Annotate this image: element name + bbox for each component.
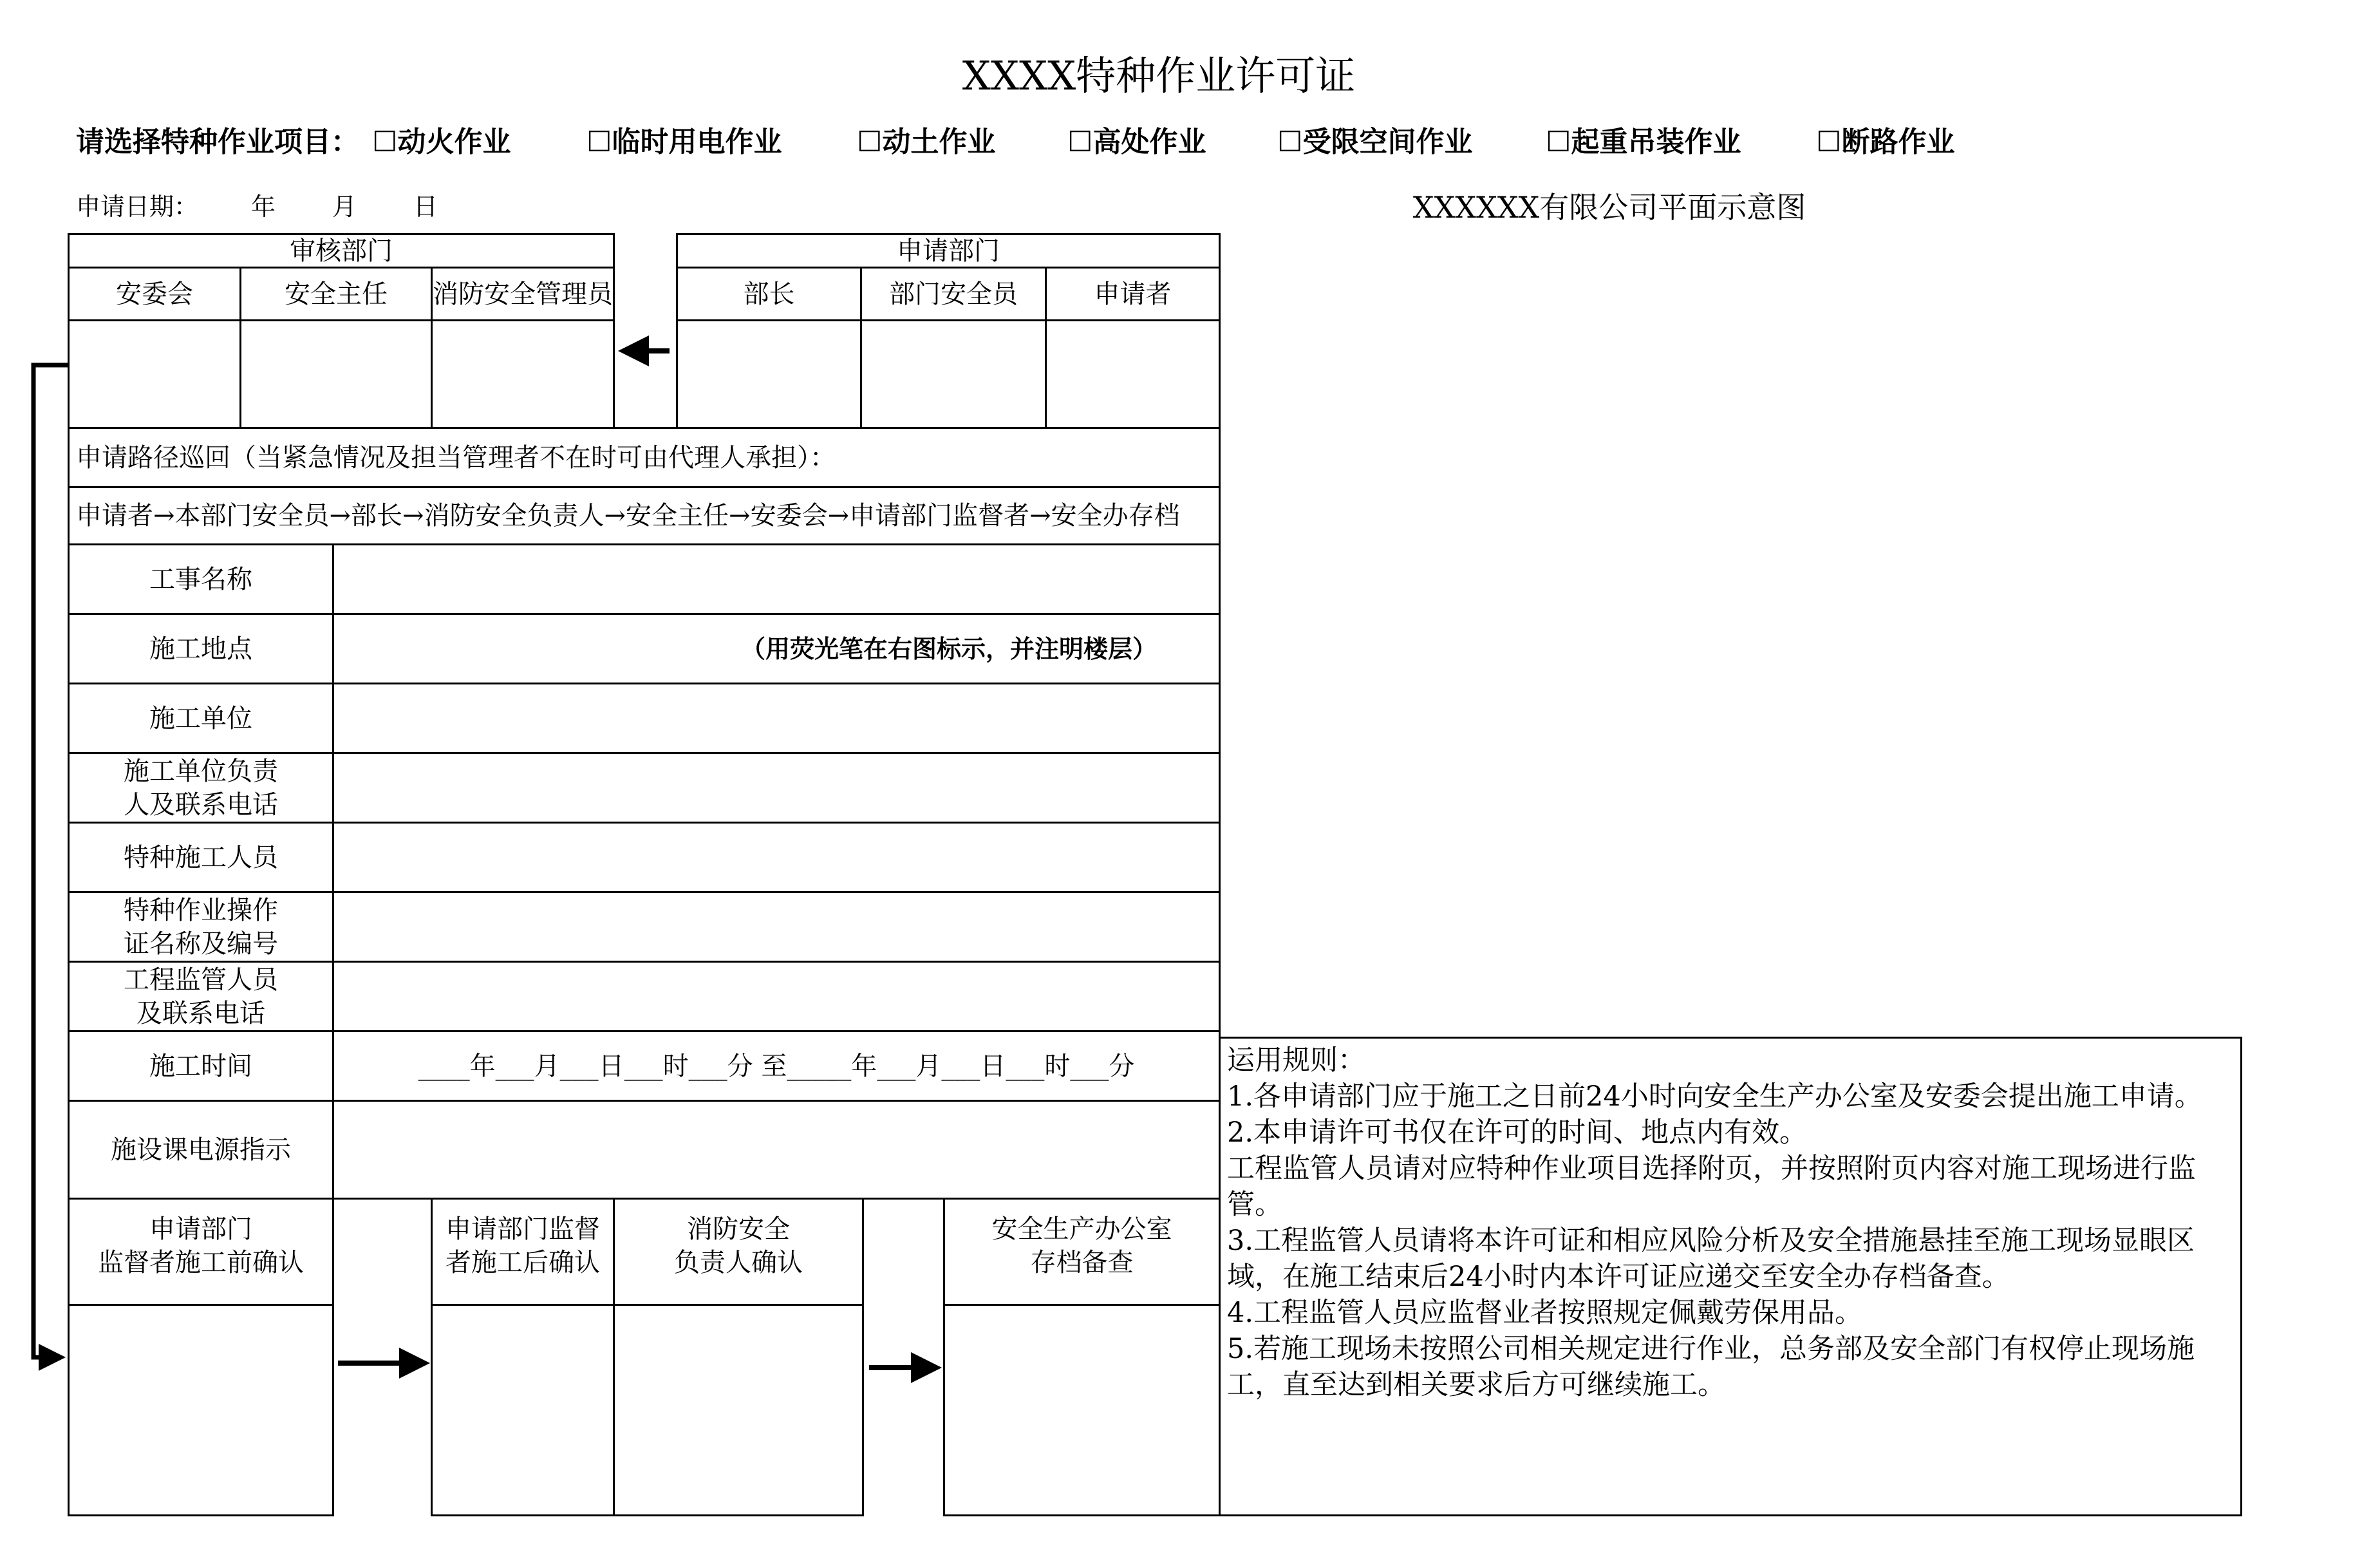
route-label: 申请路径巡回（当紧急情况及担当管理者不在时可由代理人承担）： xyxy=(68,427,1221,488)
field-location[interactable]: （用荧光笔在右图标示，并注明楼层） xyxy=(332,613,1221,684)
apply-dept-title: 申请部门 xyxy=(676,233,1221,269)
rule-item: 1.各申请部门应于施工之日前24小时向安全生产办公室及安委会提出施工申请。 xyxy=(1227,1080,2202,1113)
apply-col-head: 部长 xyxy=(676,267,862,321)
option-hot-work[interactable]: ☐动火作业 xyxy=(372,126,511,158)
field-label-certificate: 特种作业操作 证名称及编号 xyxy=(68,891,334,963)
rules-title: 运用规则： xyxy=(1227,1044,1365,1077)
date-month[interactable]: 月 xyxy=(332,193,357,221)
confirm-after-label: 申请部门监督 者施工后确认 xyxy=(431,1198,615,1306)
option-confined-space[interactable]: ☐受限空间作业 xyxy=(1277,126,1473,158)
rule-item: 4.工程监管人员应监督业者按照规定佩戴劳保用品。 xyxy=(1227,1297,1863,1329)
review-col-safety-director: 安全主任 xyxy=(239,267,433,321)
field-label-special-workers: 特种施工人员 xyxy=(68,822,334,893)
arrow-review-to-before xyxy=(33,365,68,1357)
option-lifting[interactable]: ☐起重吊装作业 xyxy=(1546,126,1741,158)
date-day[interactable]: 日 xyxy=(413,193,438,221)
rule-item: 3.工程监管人员请将本许可证和相应风险分析及安全措施悬挂至施工现场显眼区域，在施工结束后24小时内本许可证应递交至安全办存档备查。 xyxy=(1227,1225,2195,1293)
apply-col-applicant: 申请者 xyxy=(1045,267,1221,321)
field-label-contractor-contact: 施工单位负责 人及联系电话 xyxy=(68,752,334,824)
fire-safety-label: 消防安全 负责人确认 xyxy=(613,1198,864,1306)
field-label-power-instruction: 施设课电源指示 xyxy=(68,1100,334,1200)
rule-item: 2.本申请许可书仅在许可的时间、地点内有效。 xyxy=(1227,1116,1808,1149)
field-label-contractor: 施工单位 xyxy=(68,683,334,754)
confirm-before-label: 申请部门 监督者施工前确认 xyxy=(68,1198,334,1306)
select-prompt: 请选择特种作业项目： xyxy=(76,126,359,158)
option-height-work[interactable]: ☐高处作业 xyxy=(1067,126,1206,158)
review-dept-title: 审核部门 xyxy=(68,233,615,269)
safety-office-label: 安全生产办公室 存档备查 xyxy=(943,1198,1221,1306)
option-temp-power[interactable]: ☐临时用电作业 xyxy=(586,126,782,158)
map-title: XXXXXX有限公司平面示意图 xyxy=(1412,190,1806,225)
field-label-supervisor: 工程监管人员 及联系电话 xyxy=(68,961,334,1032)
review-col-committee: 安委会 xyxy=(68,267,241,321)
field-label-work-time: 施工时间 xyxy=(68,1030,334,1102)
rule-item: 工程监管人员请对应特种作业项目选择附页，并按照附页内容对施工现场进行监管。 xyxy=(1227,1153,2196,1221)
form-title: XXXX特种作业许可证 xyxy=(962,52,1356,99)
route-path: 申请者→本部门安全员→部长→消防安全负责人→安全主任→安委会→申请部门监督者→安全办存档 xyxy=(68,486,1221,545)
review-col-fire-manager: 消防安全管理员 xyxy=(431,267,615,321)
date-label: 申请日期： xyxy=(76,193,199,221)
apply-col-safety-officer: 部门安全员 xyxy=(860,267,1047,321)
option-excavation[interactable]: ☐动土作业 xyxy=(857,126,996,158)
rule-item: 5.若施工现场未按照公司相关规定进行作业，总务部及安全部门有权停止现场施工，直至达到相关要求后方可继续施工。 xyxy=(1227,1333,2195,1401)
field-work-time[interactable]: ____年___月___日___时___分 至_____年___月___日___时___分 xyxy=(332,1030,1221,1102)
option-road-break[interactable]: ☐断路作业 xyxy=(1816,126,1955,158)
date-year[interactable]: 年 xyxy=(251,193,276,221)
field-label-project-name: 工事名称 xyxy=(68,543,334,615)
field-label-location: 施工地点 xyxy=(68,613,334,684)
